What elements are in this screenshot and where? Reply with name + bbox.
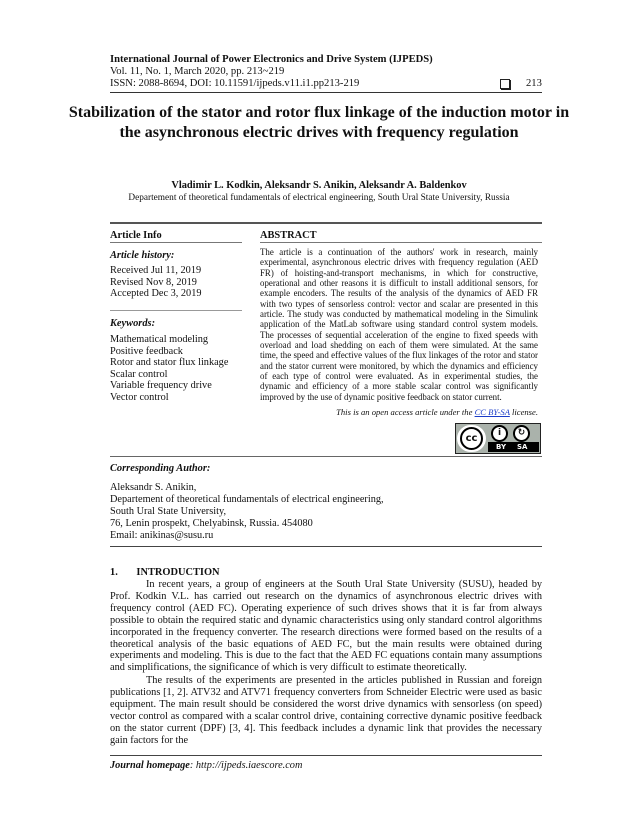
history-revised: Revised Nov 8, 2019: [110, 276, 197, 288]
authors: Vladimir L. Kodkin, Aleksandr S. Anikin, Aleksandr A. Baldenkov: [171, 180, 467, 191]
keywords-heading: Keywords:: [110, 318, 156, 329]
by-sa-label: BY SA: [488, 442, 539, 452]
abstract-bottom-rule: [110, 456, 542, 457]
author-email[interactable]: Email: anikinas@susu.ru: [110, 530, 214, 541]
history-received: Received Jul 11, 2019: [110, 265, 202, 276]
footer-rule: [110, 755, 542, 756]
history-list: [110, 265, 250, 300]
author-dept: Departement of theoretical fundamentals of electrical engineering,: [110, 494, 384, 505]
homepage-url[interactable]: http://ijpeds.iaescore.com: [195, 760, 303, 771]
license-link[interactable]: CC BY-SA: [474, 407, 510, 417]
page-box-icon: [500, 79, 510, 89]
author-university: South Ural State University,: [110, 506, 227, 517]
volume-info: Vol. 11, No. 1, March 2020, pp. 213~219: [110, 66, 285, 77]
author-name: Aleksandr S. Anikin,: [110, 482, 197, 493]
abstract-rule: [260, 242, 542, 243]
issn-doi: ISSN: 2088-8694, DOI: 10.11591/ijpeds.v11.i1.pp213-219: [110, 78, 360, 89]
license-note: [260, 407, 538, 417]
journal-homepage: Journal homepage: http://ijpeds.iaescore.com: [110, 760, 303, 771]
affiliation: Departement of theoretical fundamentals of electrical engineering, South Ural State University, Russia: [128, 193, 510, 203]
homepage-label: Journal homepage: [110, 760, 190, 771]
section-title: INTRODUCTION: [136, 567, 220, 578]
cc-by-sa-badge[interactable]: [455, 423, 541, 454]
history-accepted: Accepted Dec 3, 2019: [110, 288, 202, 300]
keyword-item: Vector control: [110, 391, 169, 403]
attribution-icon: i: [491, 425, 508, 442]
abstract-text: The article is a continuation of the authors' work in research, mainly experimental, asynchronous electric drives with frequency regulation (AED FR) of hoisting-and-transport mechanisms, in which for constructive, operational and other reasons it is difficult to install additional sensors, for example encoders. The results of the analysis of the dynamics of AED FR with two types of sensorless control: vector and scalar are presented in this article. The study was conducted by mathematical modeling in the Simulink application of the MatLab software using standard control system models. The processes of sequential acceleration of the engine to fixed speeds with overload and load shedding on each of them were simulated. At the same time, the speed and effective values of the flux linkages of the rotor and stator and the stator current were monitored, by which the dynamics and efficiency of each type of control were evaluated. As in experimental studies, the dynamic and efficiency of a more stable scalar control was significantly improved by the use of dynamic positive feedback on stator current.: [260, 247, 538, 402]
corresponding-rule: [110, 546, 542, 547]
abstract-heading: ABSTRACT: [260, 230, 317, 241]
cc-icon: cc: [457, 425, 486, 452]
section-top-rule: [110, 222, 542, 224]
article-info-heading: Article Info: [110, 230, 162, 241]
corresponding-heading: Corresponding Author:: [110, 463, 211, 474]
keyword-item: Scalar control: [110, 368, 168, 380]
journal-name: International Journal of Power Electronics and Drive System (IJPEDS): [110, 54, 433, 65]
keyword-item: Mathematical modeling: [110, 334, 209, 345]
paper-title: Stabilization of the stator and rotor flux linkage of the induction motor in the asynchronous electric drives with frequency regulation: [68, 104, 570, 141]
intro-heading: [110, 567, 220, 578]
section-number: 1.: [110, 567, 118, 578]
corresponding-details: [110, 482, 384, 542]
license-suffix: license.: [511, 407, 538, 417]
share-alike-icon: ↻: [513, 425, 530, 442]
history-heading: Article history:: [110, 250, 175, 261]
author-address: 76, Lenin prospekt, Chelyabinsk, Russia. 454080: [110, 518, 313, 529]
page-number: 213: [526, 78, 542, 89]
keyword-item: Rotor and stator flux linkage: [110, 357, 229, 369]
keywords-list: [110, 334, 250, 404]
by-sa-icons: [488, 425, 539, 441]
license-prefix: This is an open access article under the: [336, 407, 473, 417]
header-rule: [110, 92, 542, 93]
keyword-item: Positive feedback: [110, 345, 183, 357]
intro-paragraph-2: The results of the experiments are presented in the articles published in Russian and foreign publications [1, 2]. ATV32 and ATV71 frequency converters from Schneider Electric were used as basic equipment. The main result should be considered the worst drive dynamics with sensorless (on speed) vector control as compared with a scalar control drive, containing corrective dynamic positive feedback on the stator current (DPF) [3, 4]. This feedback includes a dynamic link that provides the necessary gain factors for the: [110, 675, 542, 746]
keyword-item: Variable frequency drive: [110, 380, 212, 392]
article-info-rule: [110, 242, 242, 243]
intro-paragraph-1: In recent years, a group of engineers at the South Ural State University (SUSU), headed by Prof. Kodkin V.L. has carried out research on the dynamics of asynchronous electric drives with frequency control (AED FC). Operating experience of such drives shows that it is far from always possible to obtain the required static and dynamic characteristics using only standard control algorithms incorporated in the frequency converter. The research directions were formed based on the results of a theoretical analysis of the basic equations of AED FC, but the main results were obtained during experiments and modeling. This is due to the fact that the AED FC equations contain many assumptions and simplifications, the significance of which is very difficult to estimate theoretically.: [110, 579, 542, 674]
keywords-rule: [110, 310, 242, 311]
